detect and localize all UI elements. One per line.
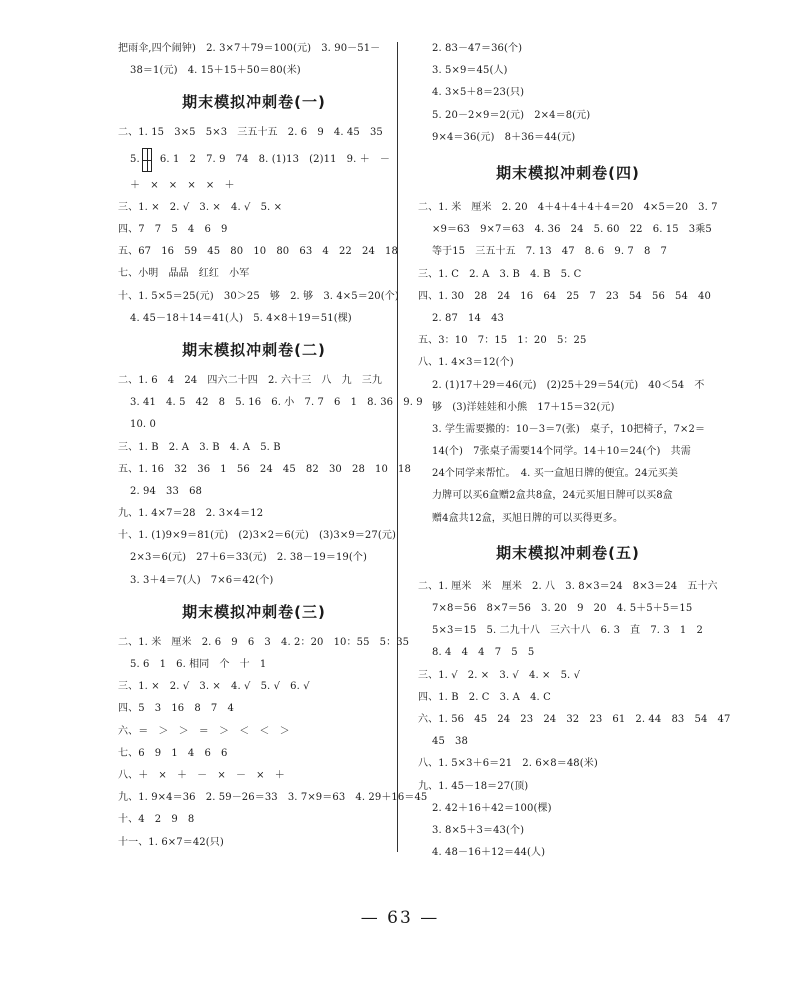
answer-line: 二、1. 6 4 24 四六二十四 2. 六十三 八 九 三九 [118,374,382,386]
answer-line: 四、5 3 16 8 7 4 [118,703,234,715]
answer-line: 2. 94 33 68 [130,485,202,497]
answer-line: 七、6 9 1 4 6 6 [118,747,228,759]
answer-line: 九、1. 9×4＝36 2. 59－26＝33 3. 7×9＝63 4. 29＋16＝45 [118,792,428,804]
answer-line: 45 38 [432,736,468,748]
answer-line: 把雨伞,四个闹钟) 2. 3×7＋79＝100(元) 3. 90－51－ [118,43,381,55]
answer-line: 五、67 16 59 45 80 10 80 63 4 22 24 18 [118,246,398,258]
column-divider [397,42,398,852]
square-grid-figure [142,148,152,172]
answer-line: 十、1. (1)9×9＝81(元) (2)3×2＝6(元) (3)3×9＝27(元) [118,530,396,542]
right-column [418,38,731,864]
answer-line: 2. 87 14 43 [432,312,504,324]
answer-line: ×9＝63 9×7＝63 4. 36 24 5. 60 22 6. 15 3乘5 [432,224,712,236]
answer-line: 2. (1)17＋29＝46(元) (2)25＋29＝54(元) 40＜54 不 [432,379,705,391]
answer-line: 10. 0 [130,419,156,431]
question-label: 5. [130,153,140,165]
answer-line: 八、1. 4×3＝12(个) [418,357,514,369]
answer-line: 六、＝ ＞ ＞ ＝ ＞ ＜ ＜ ＞ [118,725,290,737]
answer-line: 九、1. 4×7＝28 2. 3×4＝12 [118,508,264,520]
answer-line: 3. 8×5＋3＝43(个) [432,824,525,836]
answer-line: 38＝1(元) 4. 15＋15＋50＝80(米) [130,65,301,77]
exam-title-5: 期末模拟冲刺卷(五) [496,543,640,562]
answer-line: 二、1. 15 3×5 5×3 三五十五 2. 6 9 4. 45 35 [118,127,383,139]
answer-line: 八、1. 5×3＋6＝21 2. 6×8＝48(米) [418,758,598,770]
answer-line: 3. 5×9＝45(人) [432,65,508,77]
exam-title-4: 期末模拟冲刺卷(四) [496,163,640,182]
answer-line: 九、1. 45－18＝27(顶) [418,780,529,792]
answer-line: 六、1. 56 45 24 23 24 32 23 61 2. 44 83 54 47 [418,713,731,725]
answer-line: 力牌可以买6盒赠2盒共8盒，24元买旭日牌可以买8盒 [432,490,673,502]
answer-line: 2. 42＋16＋42＝100(棵) [432,802,552,814]
answer-line: 八、＋ × ＋ － × － × ＋ [118,769,285,781]
answer-line: 4. 45－18＋14＝41(人) 5. 4×8＋19＝51(棵) [130,312,352,324]
answer-text: 6. 1 2 7. 9 74 8. (1)13 (2)11 9. ＋ － [159,153,390,165]
answer-line: 5. 6 1 6. 相同 个 十 1 [130,659,267,671]
answer-line: 十、1. 5×5＝25(元) 30＞25 够 2. 够 3. 4×5＝20(个) [118,290,399,302]
answer-line: 9×4＝36(元) 8＋36＝44(元) [432,131,576,143]
answer-line: 三、1. √ 2. × 3. √ 4. × 5. √ [418,669,581,681]
answer-line-with-figure [118,145,390,175]
answer-line: 三、1. × 2. √ 3. × 4. √ 5. × [118,201,283,213]
answer-line: 三、1. C 2. A 3. B 4. B 5. C [418,268,582,280]
answer-line: 2. 83－47＝36(个) [432,43,523,55]
answer-line: 等于15 三五十五 7. 13 47 8. 6 9. 7 8 7 [432,246,667,258]
answer-line: 7×8＝56 8×7＝56 3. 20 9 20 4. 5＋5＋5＝15 [432,603,693,615]
page-number: — 63 — [360,908,440,928]
answer-line: 三、1. B 2. A 3. B 4. A 5. B [118,441,281,453]
answer-line: 七、小明 晶晶 红红 小军 [118,268,250,280]
answer-line: 4. 48－16＋12＝44(人) [432,847,546,859]
exam-title-1: 期末模拟冲刺卷(一) [182,93,326,112]
answer-line: 二、1. 米 厘米 2. 20 4＋4＋4＋4＋4＝20 4×5＝20 3. 7 [418,202,718,214]
answer-line: 2×3＝6(元) 27＋6＝33(元) 2. 38－19＝19(个) [130,552,367,564]
answer-line: 24个同学来帮忙。 4. 买一盒旭日牌的便宜。24元买美 [432,468,678,480]
answer-line: 够 (3)洋娃娃和小熊 17＋15＝32(元) [432,401,615,413]
answer-line: 五、1. 16 32 36 1 56 24 45 82 30 28 10 18 [118,463,411,475]
answer-line: 3. 41 4. 5 42 8 5. 16 6. 小 7. 7 6 1 8. 36 9. 9 [130,397,423,409]
exam-title-2: 期末模拟冲刺卷(二) [182,340,326,359]
answer-line: 4. 3×5＋8＝23(只) [432,87,525,99]
answer-line: 二、1. 米 厘米 2. 6 9 6 3 4. 2：20 10：55 5：35 [118,636,410,648]
answer-line: 三、1. × 2. √ 3. × 4. √ 5. √ 6. √ [118,681,310,693]
answer-line: 5×3＝15 5. 二九十八 三六十八 6. 3 直 7. 3 1 2 [432,625,703,637]
answer-line: 5. 20－2×9＝2(元) 2×4＝8(元) [432,109,591,121]
answer-line: 十、4 2 9 8 [118,814,195,826]
answer-line: ＋ × × × × ＋ [130,179,235,191]
answer-line: 3. 3＋4＝7(人) 7×6＝42(个) [130,574,274,586]
answer-line: 3. 学生需要搬的：10－3＝7(张) 桌子，10把椅子，7×2＝ [432,423,706,435]
answer-line: 十一、1. 6×7＝42(只) [118,836,224,848]
answer-line: 8. 4 4 4 7 5 5 [432,647,535,659]
answer-line: 四、7 7 5 4 6 9 [118,224,228,236]
answer-line: 五、3：10 7：15 1：20 5：25 [418,335,587,347]
left-column [118,38,428,854]
answer-line: 14(个) 7张桌子需要14个同学。14＋10＝24(个) 共需 [432,446,691,458]
answer-line: 四、1. 30 28 24 16 64 25 7 23 54 56 54 40 [418,290,711,302]
exam-title-3: 期末模拟冲刺卷(三) [182,602,326,621]
answer-line: 四、1. B 2. C 3. A 4. C [418,691,551,703]
answer-line: 赠4盒共12盒，买旭日牌的可以买得更多。 [432,512,624,524]
answer-line: 二、1. 厘米 米 厘米 2. 八 3. 8×3＝24 8×3＝24 五十六 [418,580,718,592]
